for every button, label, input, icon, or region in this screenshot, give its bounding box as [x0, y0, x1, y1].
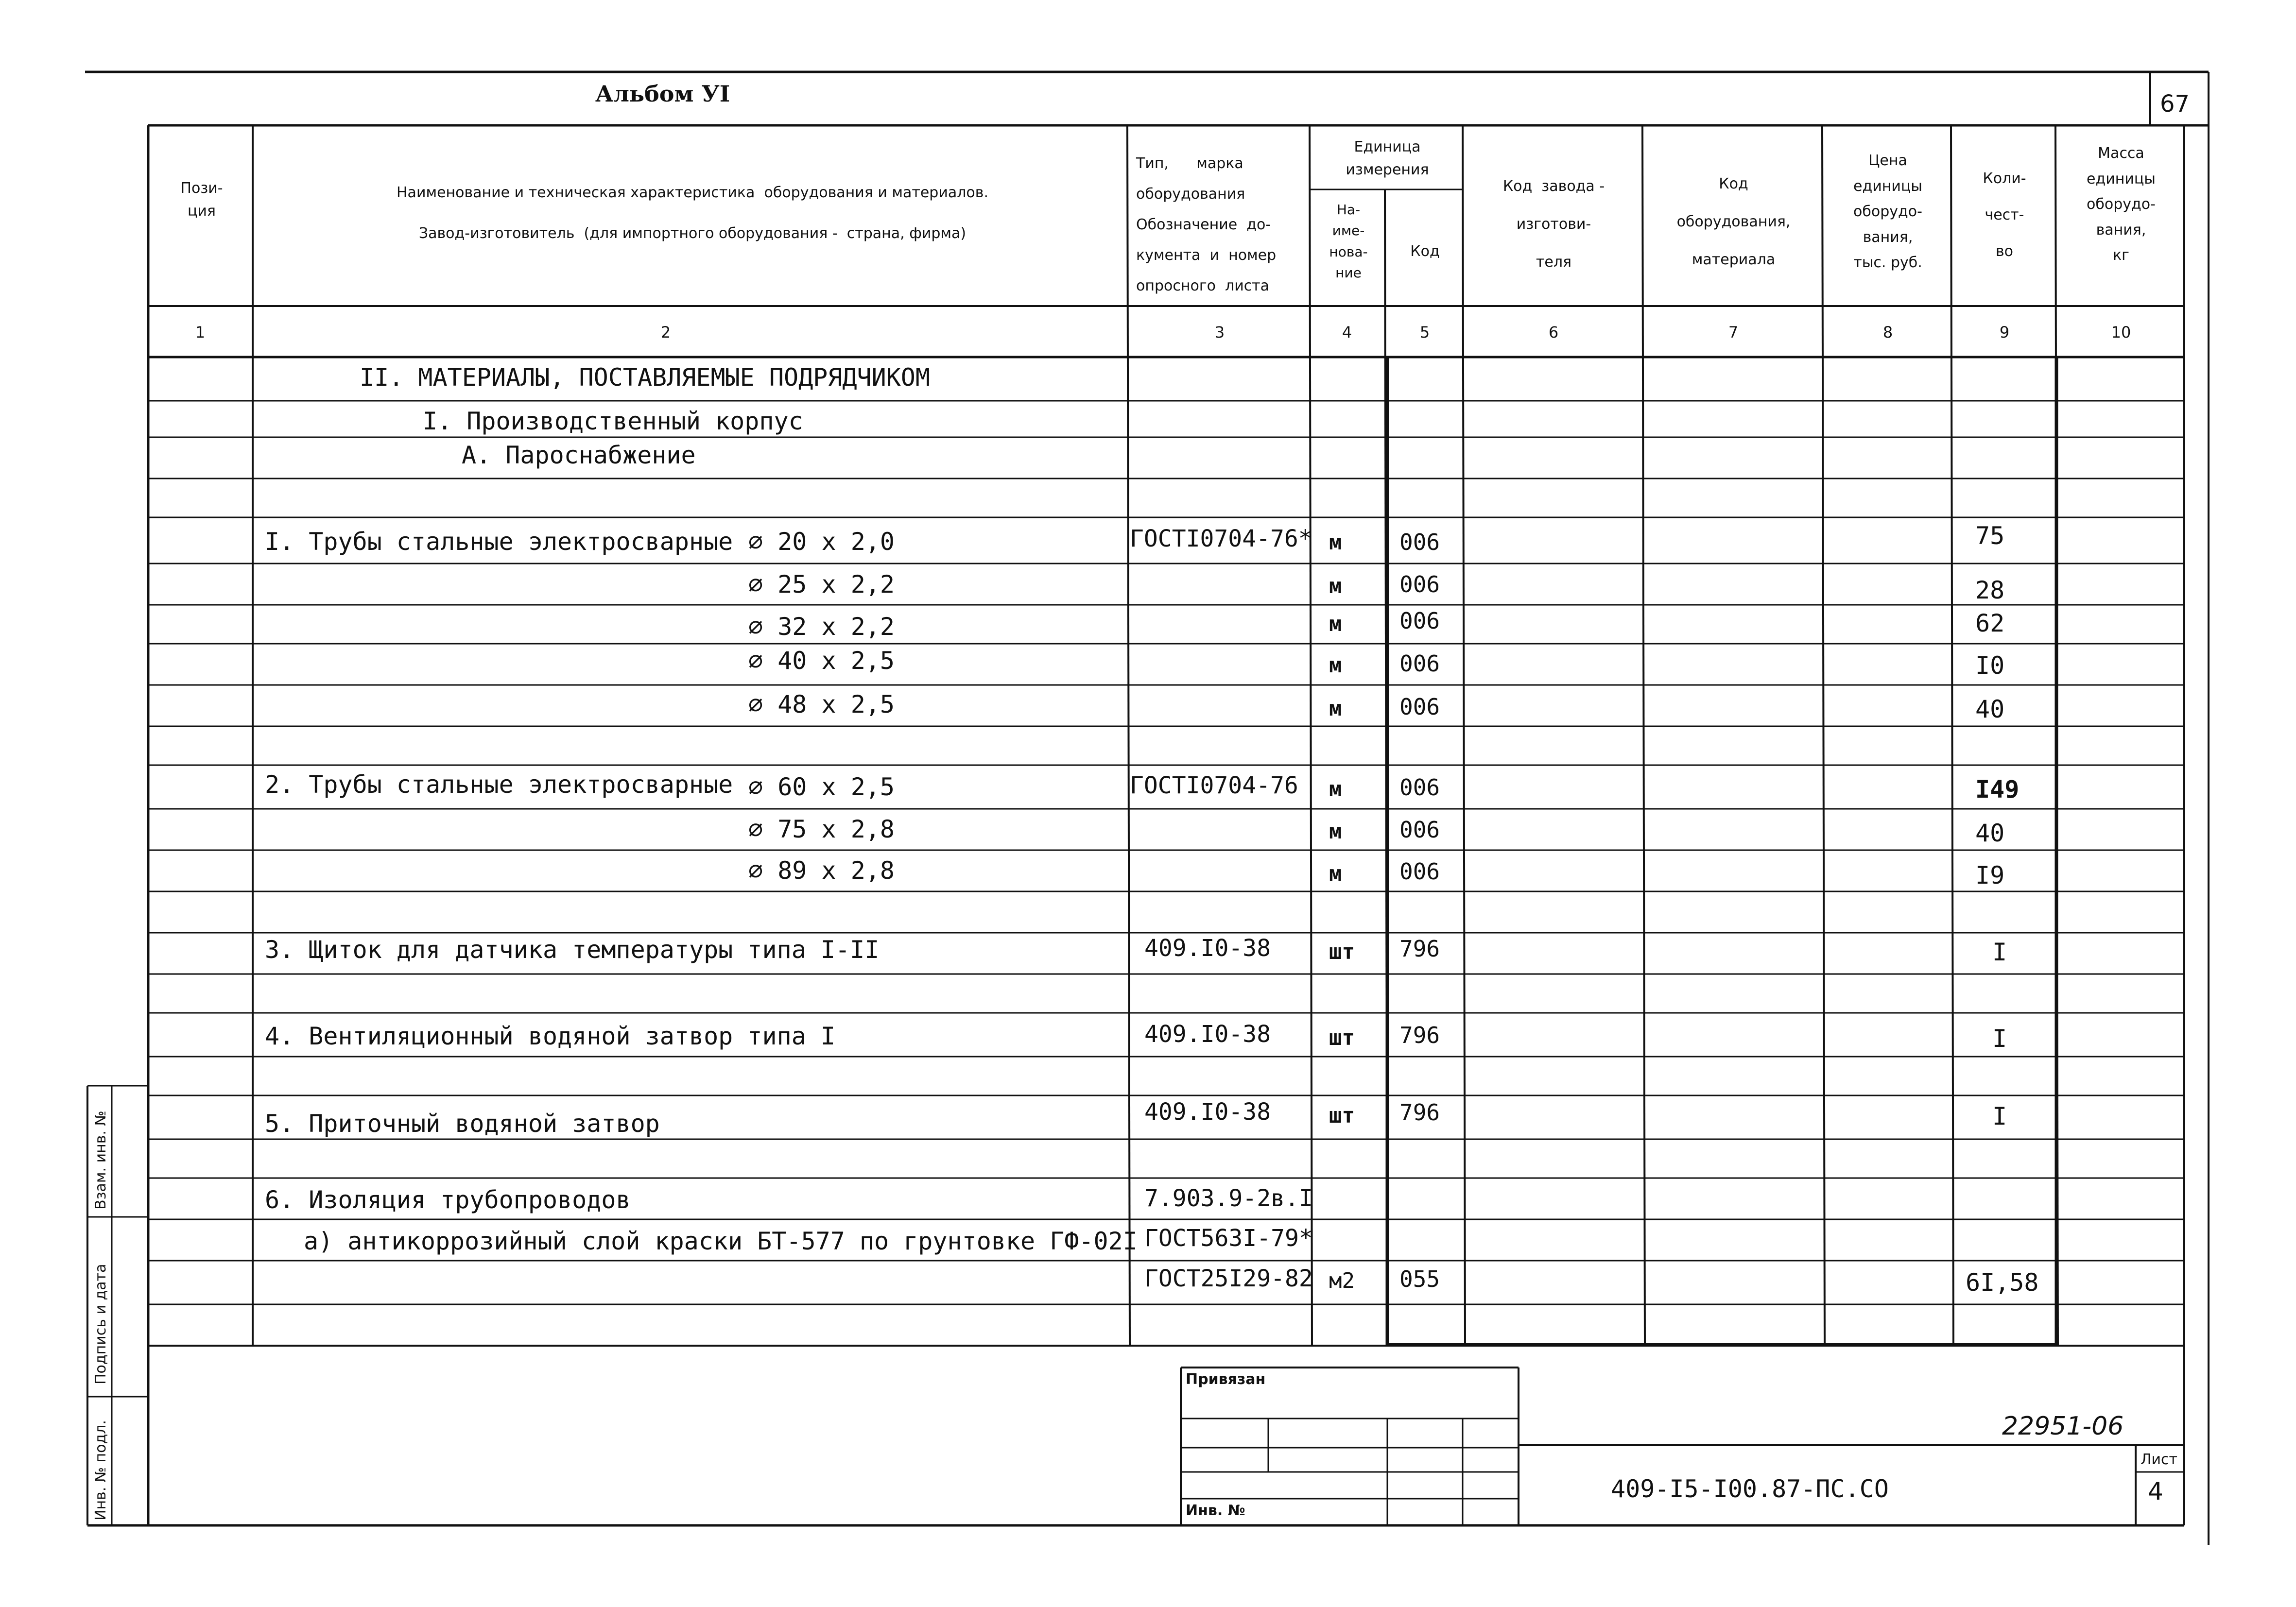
item-qty: I — [1992, 1102, 2007, 1130]
item-qty: I — [1992, 1025, 2007, 1053]
handwritten-number: 22951-06 — [2002, 1412, 2124, 1441]
stamp-privyazan: Привязан — [1186, 1371, 1266, 1388]
item-code: 006 — [1399, 650, 1440, 677]
item-unit: шт — [1329, 1026, 1355, 1050]
item-unit: м2 — [1329, 1268, 1355, 1293]
col-number: 2 — [660, 323, 671, 342]
col-number: 4 — [1342, 323, 1352, 342]
header-name: Наименование и техническая характеристика оборудования и материалов. Завод-изготовитель (для импортного оборудования - страна, фирма) — [397, 184, 988, 242]
item-name: 2. Трубы стальные электросварные — [265, 770, 733, 799]
side-label-inv: Инв. № подл. — [92, 1420, 109, 1521]
page-number: 67 — [2160, 90, 2190, 118]
item-doc: 7.903.9-2в.I — [1144, 1185, 1313, 1212]
header-unit-name: На- име- нова- ние — [1329, 202, 1368, 281]
item-unit: м — [1329, 530, 1342, 555]
header-factory-code: Код завода - изготови- теля — [1502, 178, 1605, 271]
item-unit: м — [1329, 819, 1342, 844]
item-name: I. Трубы стальные электросварные — [265, 528, 733, 556]
item-size: ∅ 60 х 2,5 — [748, 773, 895, 801]
col-number: 3 — [1214, 323, 1225, 342]
item-code: 006 — [1399, 694, 1440, 720]
item-unit: м — [1329, 861, 1342, 886]
side-label-vzam: Взам. инв. № — [92, 1111, 109, 1210]
item-doc: 409.I0-38 — [1144, 1098, 1271, 1126]
item-doc: 409.I0-38 — [1144, 935, 1271, 962]
side-label-signature: Подпись и дата — [92, 1264, 109, 1385]
item-code: 796 — [1399, 1022, 1440, 1048]
item-qty: 6I,58 — [1966, 1268, 2039, 1297]
item-size: ∅ 32 х 2,2 — [748, 613, 895, 641]
item-qty: 62 — [1975, 609, 2005, 637]
item-unit: м — [1329, 777, 1342, 802]
col-number: 6 — [1548, 323, 1559, 342]
header-unit: Единица измерения — [1346, 138, 1429, 178]
item-doc: ГОСТ563I-79* — [1144, 1225, 1313, 1252]
item-size: ∅ 25 х 2,2 — [748, 570, 895, 598]
item-qty: I — [1992, 938, 2007, 966]
item-code: 006 — [1399, 817, 1440, 843]
col-number: 8 — [1882, 323, 1893, 342]
item-name: 4. Вентиляционный водяной затвор типа I — [265, 1022, 835, 1050]
item-name: а) антикоррозийный слой краски БТ-577 по грунтовке ГФ-02I — [304, 1227, 1138, 1255]
item-unit: м — [1329, 696, 1342, 721]
item-name: 3. Щиток для датчика температуры типа I-II — [265, 936, 880, 964]
item-unit: шт — [1329, 1103, 1355, 1128]
item-unit: м — [1329, 574, 1342, 598]
section-heading: II. МАТЕРИАЛЫ, ПОСТАВЛЯЕМЫЕ ПОДРЯДЧИКОМ — [360, 363, 930, 392]
item-size: ∅ 20 х 2,0 — [748, 528, 895, 556]
item-size: ∅ 40 х 2,5 — [748, 647, 895, 675]
item-doc: 409.I0-38 — [1144, 1021, 1271, 1048]
header-position: Пози- ция — [180, 180, 223, 220]
header-type-doc: Тип, марка оборудования Обозначение до- кумента и номер опросного листа — [1136, 155, 1277, 294]
sheet-number: 4 — [2148, 1477, 2163, 1505]
section-subheading: I. Производственный корпус — [423, 407, 803, 435]
doc-code: 409-I5-I00.87-ПС.СО — [1611, 1475, 1889, 1503]
item-code: 796 — [1399, 1099, 1440, 1126]
item-size: ∅ 75 х 2,8 — [748, 815, 895, 843]
header-price: Цена единицы оборудо- вания, тыс. руб. — [1853, 152, 1922, 271]
item-qty: 40 — [1975, 695, 2005, 723]
item-size: ∅ 48 х 2,5 — [748, 690, 895, 718]
header-unit-code: Код — [1410, 243, 1440, 260]
item-size: ∅ 89 х 2,8 — [748, 856, 895, 885]
item-code: 006 — [1399, 529, 1440, 555]
col-number: 5 — [1419, 323, 1430, 342]
item-code: 006 — [1399, 774, 1440, 801]
col-number: 7 — [1728, 323, 1739, 342]
item-qty: 40 — [1975, 819, 2005, 847]
item-qty: I9 — [1975, 861, 2005, 889]
header-mass: Масса единицы оборудо- вания, кг — [2087, 145, 2156, 264]
item-code: 055 — [1399, 1266, 1440, 1292]
header-equipment-code: Код оборудования, материала — [1676, 175, 1791, 268]
header-quantity: Коли- чест- во — [1983, 170, 2026, 260]
item-doc: ГОСТ25I29-82 — [1144, 1265, 1313, 1292]
item-code: 796 — [1399, 936, 1440, 962]
item-qty: I0 — [1975, 651, 2005, 680]
sheet-label: Лист — [2141, 1451, 2178, 1468]
item-unit: шт — [1329, 940, 1355, 964]
item-code: 006 — [1399, 858, 1440, 885]
item-qty: I49 — [1975, 775, 2020, 804]
item-name: 6. Изоляция трубопроводов — [265, 1186, 631, 1214]
item-qty: 28 — [1975, 576, 2005, 604]
section-subheading: А. Пароснабжение — [462, 441, 696, 469]
album-title: Альбом УI — [595, 81, 730, 107]
item-unit: м — [1329, 612, 1342, 636]
item-code: 006 — [1399, 608, 1440, 634]
item-qty: 75 — [1975, 522, 2005, 550]
item-unit: м — [1329, 653, 1342, 678]
item-doc: ГОСТI0704-76* — [1130, 525, 1312, 552]
stamp-inv-no: Инв. № — [1186, 1502, 1245, 1519]
col-number: 9 — [1999, 323, 2010, 342]
col-number: 10 — [2111, 323, 2131, 342]
item-name: 5. Приточный водяной затвор — [265, 1110, 660, 1138]
item-doc: ГОСТI0704-76 — [1130, 772, 1298, 799]
col-number: 1 — [195, 323, 206, 342]
item-code: 006 — [1399, 571, 1440, 598]
